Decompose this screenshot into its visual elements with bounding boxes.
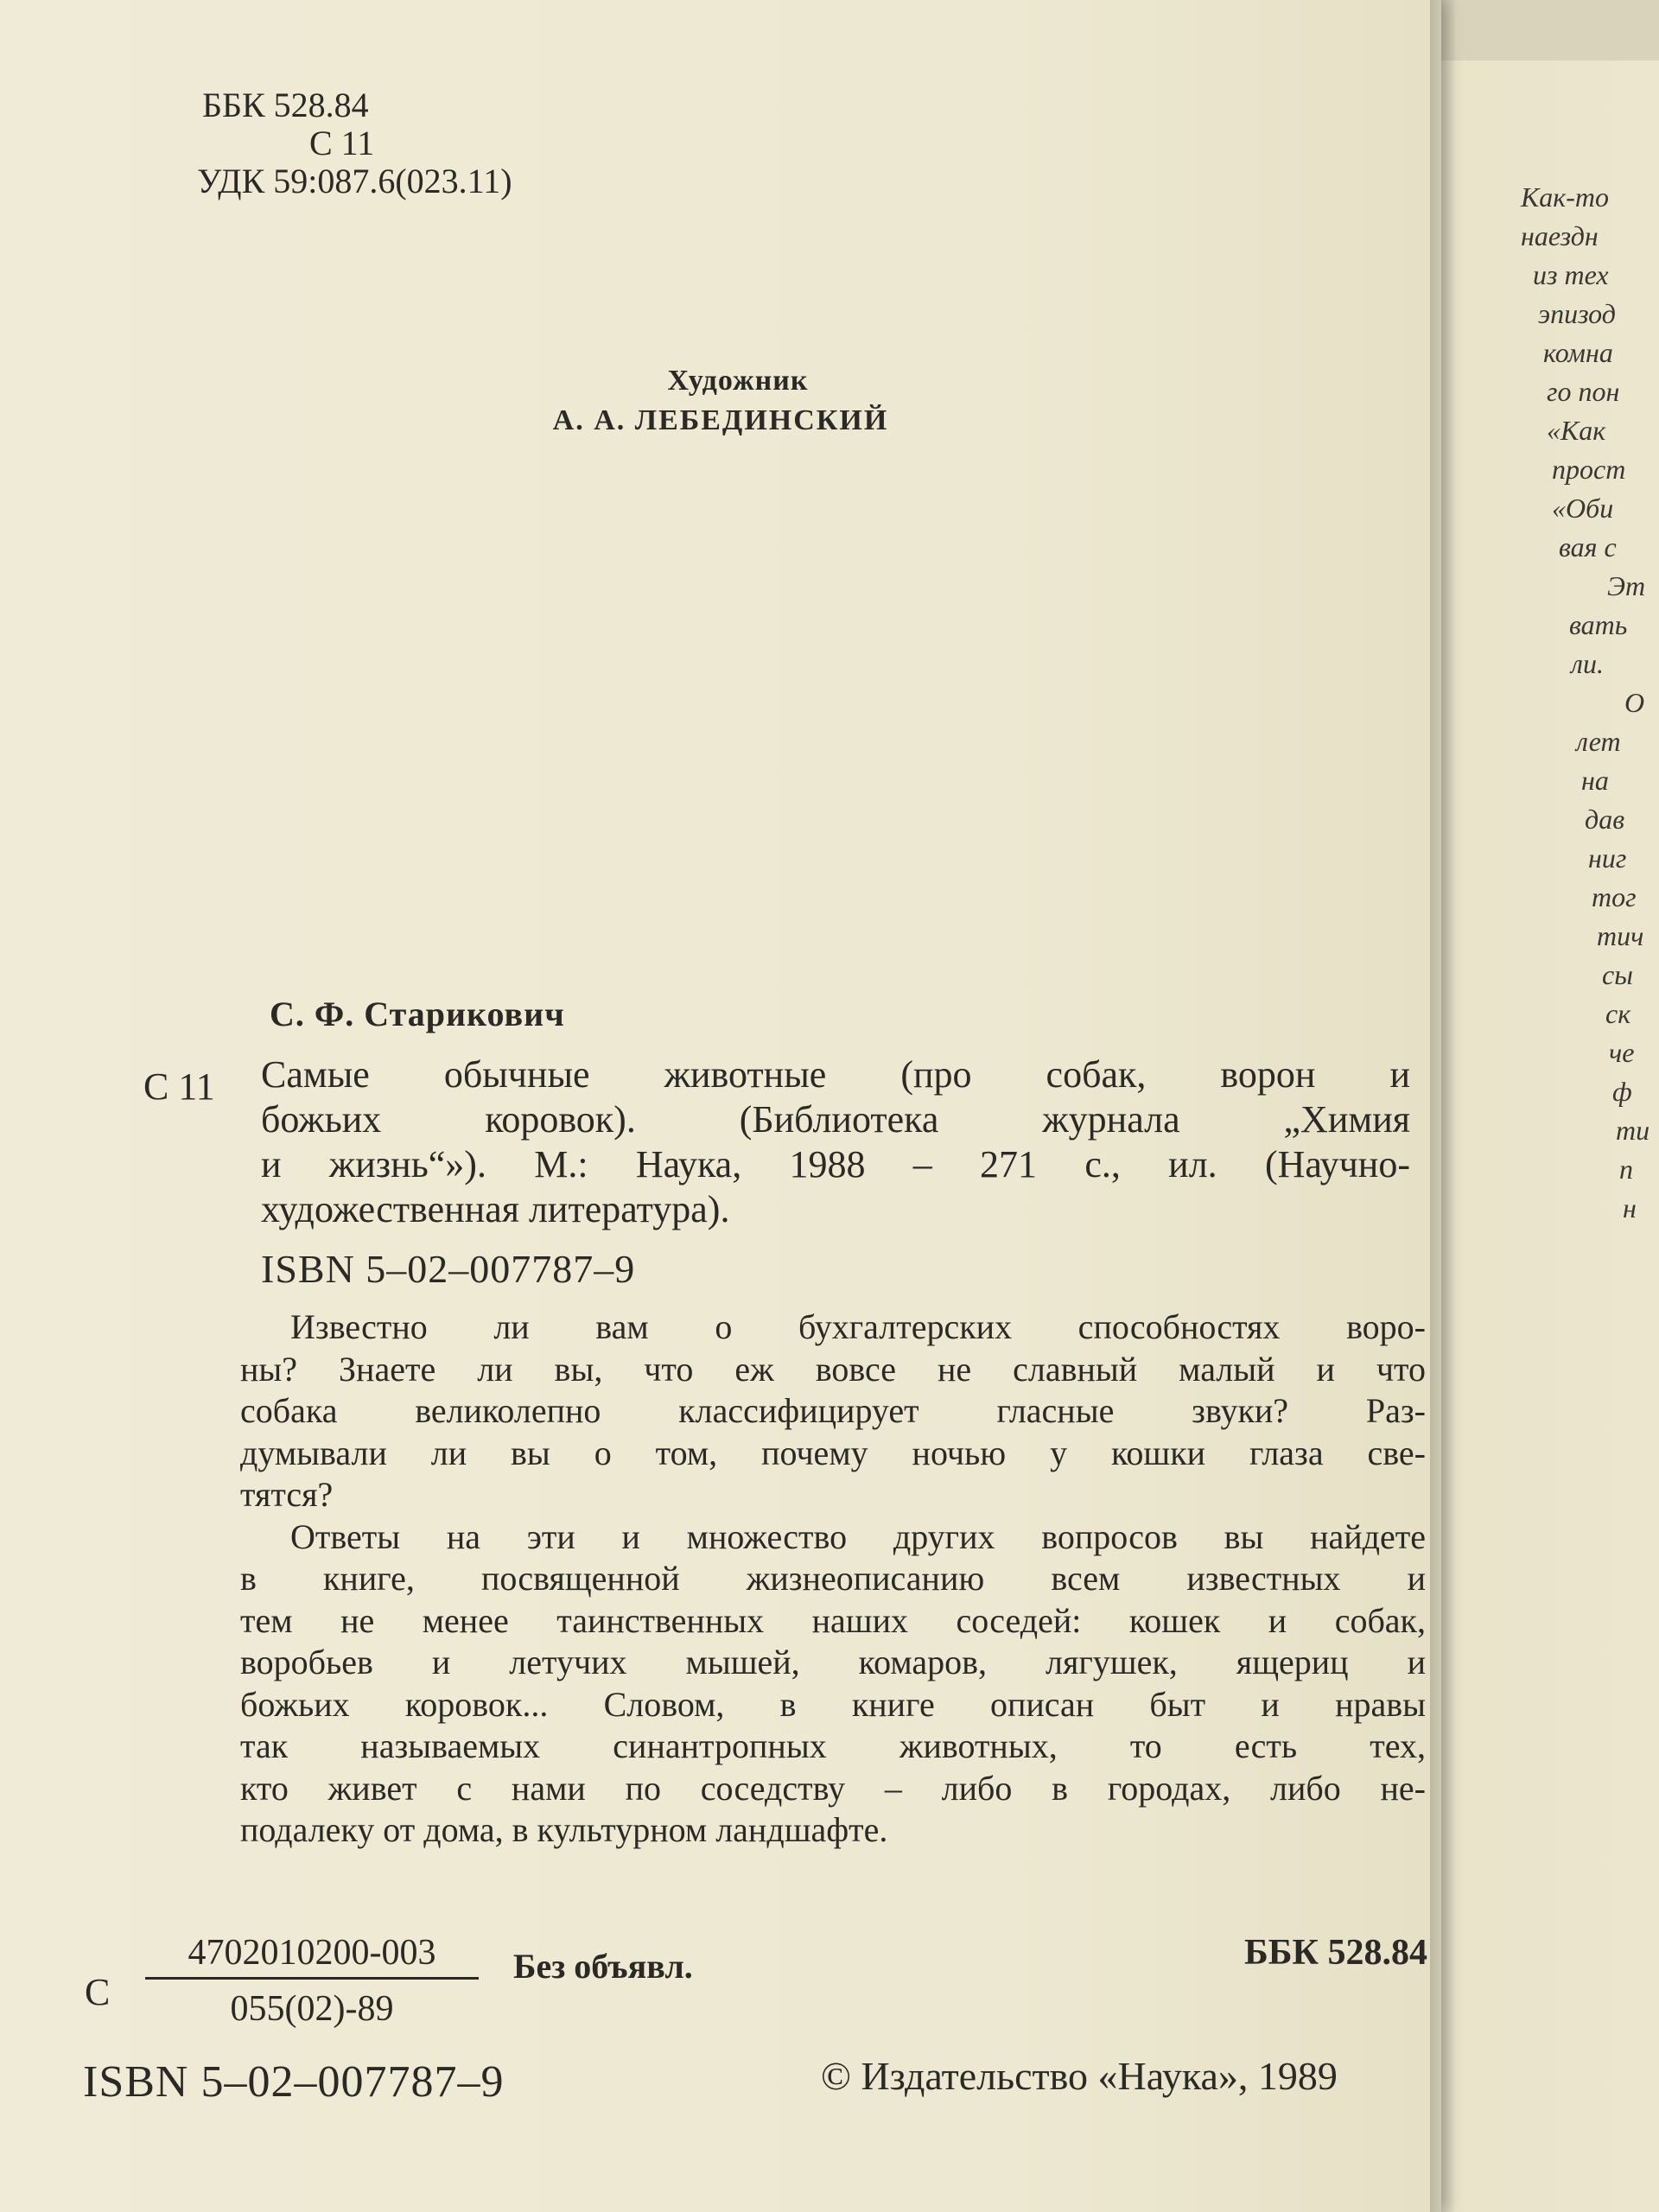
annotation-line: Известно ли вам о бухгалтерских способностях воро- [290, 1307, 1426, 1346]
footer-c-letter: С [85, 1971, 111, 2013]
right-page-line: ли. [1571, 648, 1604, 679]
right-page-line: тич [1597, 920, 1644, 951]
right-page-line: О [1624, 687, 1645, 718]
copyright-line: © Издательство «Наука», 1989 [821, 2054, 1338, 2098]
right-page-line: «Оби [1552, 493, 1614, 524]
illustrator-label: Художник [667, 365, 809, 397]
biblio-line: Самые обычные животные (про собак, ворон и [261, 1053, 1410, 1096]
right-page-line: вать [1569, 609, 1628, 640]
right-page-line: из тех [1533, 259, 1609, 290]
udk-code: УДК 59:087.6(023.11) [197, 162, 512, 200]
annotation-line: божьих коровок... Словом, в книге описан быт и нравы [240, 1684, 1426, 1724]
fraction-denominator: 055(02)-89 [230, 1989, 394, 2029]
footer-isbn: ISBN 5–02–007787–9 [83, 2057, 505, 2107]
annotation-line: тятся? [240, 1475, 334, 1514]
right-page-line: Эт [1607, 570, 1646, 601]
right-page-line: лет [1576, 726, 1621, 757]
book-gutter-shadow [1430, 0, 1454, 2212]
footer-fraction [145, 1932, 479, 2030]
annotation-line: ны? Знаете ли вы, что еж вовсе не славный малый и что [240, 1349, 1426, 1389]
annotation-line: тем не менее таинственных наших соседей: кошек и собак, [240, 1600, 1426, 1640]
right-page-line: п [1619, 1154, 1633, 1185]
right-page-line: эпизод [1538, 298, 1616, 329]
annotation-line: воробьев и летучих мышей, комаров, лягушек, ящериц и [240, 1643, 1426, 1681]
right-page-line: Как-то [1521, 181, 1609, 213]
illustrator-block [0, 365, 1441, 437]
annotation-line: Ответы на эти и множество других вопросов вы найдете [290, 1516, 1426, 1556]
biblio-line: божьих коровок). (Библиотека журнала „Химия [261, 1098, 1410, 1141]
biblio-line: и жизнь“»). М.: Наука, 1988 – 271 с., ил. (Научно- [261, 1143, 1410, 1185]
right-page-text [1521, 178, 1649, 1228]
right-page-line: «Как [1547, 415, 1606, 446]
right-page-line: че [1609, 1037, 1635, 1068]
right-page-line: н [1623, 1192, 1637, 1224]
bbk-code: ББК 528.84 [202, 86, 369, 124]
right-page-line: го пон [1547, 376, 1620, 407]
bibliographic-description [261, 1052, 1410, 1232]
annotation [240, 1306, 1426, 1852]
annotation-line: думывали ли вы о том, почему ночью у кошки глаза све- [240, 1433, 1426, 1472]
right-page-line: комна [1543, 337, 1613, 368]
right-page-line: ф [1612, 1076, 1632, 1107]
annotation-line: подалеку от дома, в культурном ландшафте. [240, 1810, 888, 1849]
illustrator-name: А. А. ЛЕБЕДИНСКИЙ [552, 404, 889, 436]
catalog-code-top: С 11 [309, 124, 375, 162]
annotation-line: собака великолепно классифицирует гласные звуки? Раз- [240, 1391, 1426, 1430]
footer-bbk: ББК 528.84 [1244, 1933, 1427, 1973]
right-page-line: наездн [1521, 220, 1599, 251]
right-page-line: ск [1605, 998, 1631, 1029]
no-ad-note: Без объявл. [513, 1947, 693, 1986]
right-page-line: ти [1616, 1115, 1650, 1146]
annotation-line: кто живет с нами по соседству – либо в городах, либо не- [240, 1768, 1426, 1808]
right-page-line: прост [1552, 454, 1626, 485]
classification-block [197, 86, 512, 200]
annotation-line: в книге, посвященной жизнеописанию всем известных и [240, 1559, 1426, 1598]
fraction-numerator: 4702010200-003 [145, 1932, 479, 1980]
catalog-code: С 11 [143, 1065, 215, 1108]
annotation-line: так называемых синантропных животных, то есть тех, [240, 1726, 1426, 1765]
author-name: С. Ф. Старикович [270, 995, 565, 1033]
isbn-main: ISBN 5–02–007787–9 [261, 1247, 636, 1291]
right-page-line: дав [1585, 804, 1625, 835]
right-page-line: вая с [1559, 531, 1617, 563]
right-page-line: на [1581, 765, 1609, 796]
biblio-line: художественная литература). [261, 1188, 730, 1230]
right-page-line: сы [1602, 959, 1633, 990]
right-page-line: ниг [1588, 842, 1627, 874]
right-page-line: тог [1592, 881, 1637, 912]
